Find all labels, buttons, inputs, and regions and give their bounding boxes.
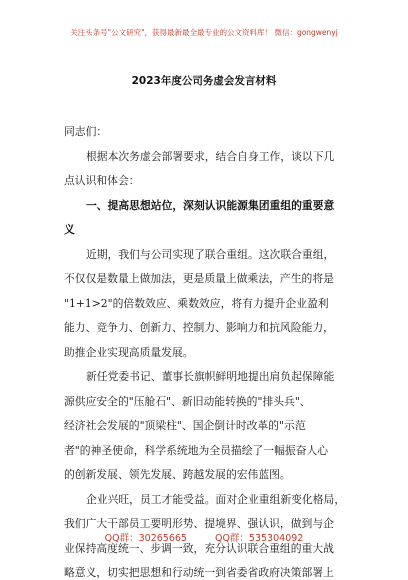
footer-qq-groups xyxy=(0,530,408,544)
paragraph-line: 者"的神圣使命，科学系统地为全员描绘了一幅振奋人心 xyxy=(64,443,329,457)
paragraph-line: 经济社会发展的"顶梁柱"、国企倒计时改革的"示范 xyxy=(64,419,306,432)
paragraph-line: "1+1>2"的倍数效应、乘数效应，将有力提升企业盈利 xyxy=(64,296,329,310)
paragraph-line: 不仅仅是数量上做加法，更是质量上做乘法，产生的将是 xyxy=(64,272,334,285)
qq-group-2: QQ群：535304092 xyxy=(214,533,304,544)
page-title: 2023年度公司务虚会发言材料 xyxy=(131,75,277,87)
header-banner: 关注头条号"公文研究"，获得最新最全最专业的公文资料库！ 微信：gongwenyj xyxy=(70,28,338,37)
intro-line: 点认识和体会： xyxy=(64,174,140,187)
paragraph-line: 我们广大干部员工要明形势、提境界、强认识，做到与企 xyxy=(64,517,334,530)
paragraph-line: 新任党委书记、董事长旗帜鲜明地提出肩负起保障能 xyxy=(86,370,335,383)
section-heading: 一、提高思想站位，深刻认识能源集团重组的重要意 xyxy=(86,198,335,212)
qq-group-1: QQ群：30265665 xyxy=(104,533,187,544)
paragraph-line: 近期，我们与公司实现了联合重组。这次联合重组， xyxy=(86,247,335,261)
paragraph-line: 企业兴旺，员工才能受益。面对企业重组新变化格局， xyxy=(86,492,346,506)
paragraph-line: 业保持高度统一、步调一致，充分认识联合重组的重大战 xyxy=(64,541,334,555)
paragraph-line: 的创新发展、领先发展、跨越发展的宏伟蓝图。 xyxy=(64,468,291,481)
paragraph-line: 助推企业实现高质量发展。 xyxy=(64,345,194,359)
paragraph-line: 能力、竞争力、创新力、控制力、影响力和抗风险能力， xyxy=(64,321,334,334)
document-body xyxy=(64,120,358,580)
paragraph-line: 略意义，切实把思想和行动统一到省委省政府决策部署上 xyxy=(64,566,334,579)
section-heading: 义 xyxy=(64,223,75,236)
greeting: 同志们： xyxy=(64,125,108,138)
intro-line: 根据本次务虚会部署要求，结合自身工作，谈以下几 xyxy=(86,149,335,163)
paragraph-line: 源供应安全的"压舱石"、新旧动能转换的"排头兵"、 xyxy=(64,394,311,408)
